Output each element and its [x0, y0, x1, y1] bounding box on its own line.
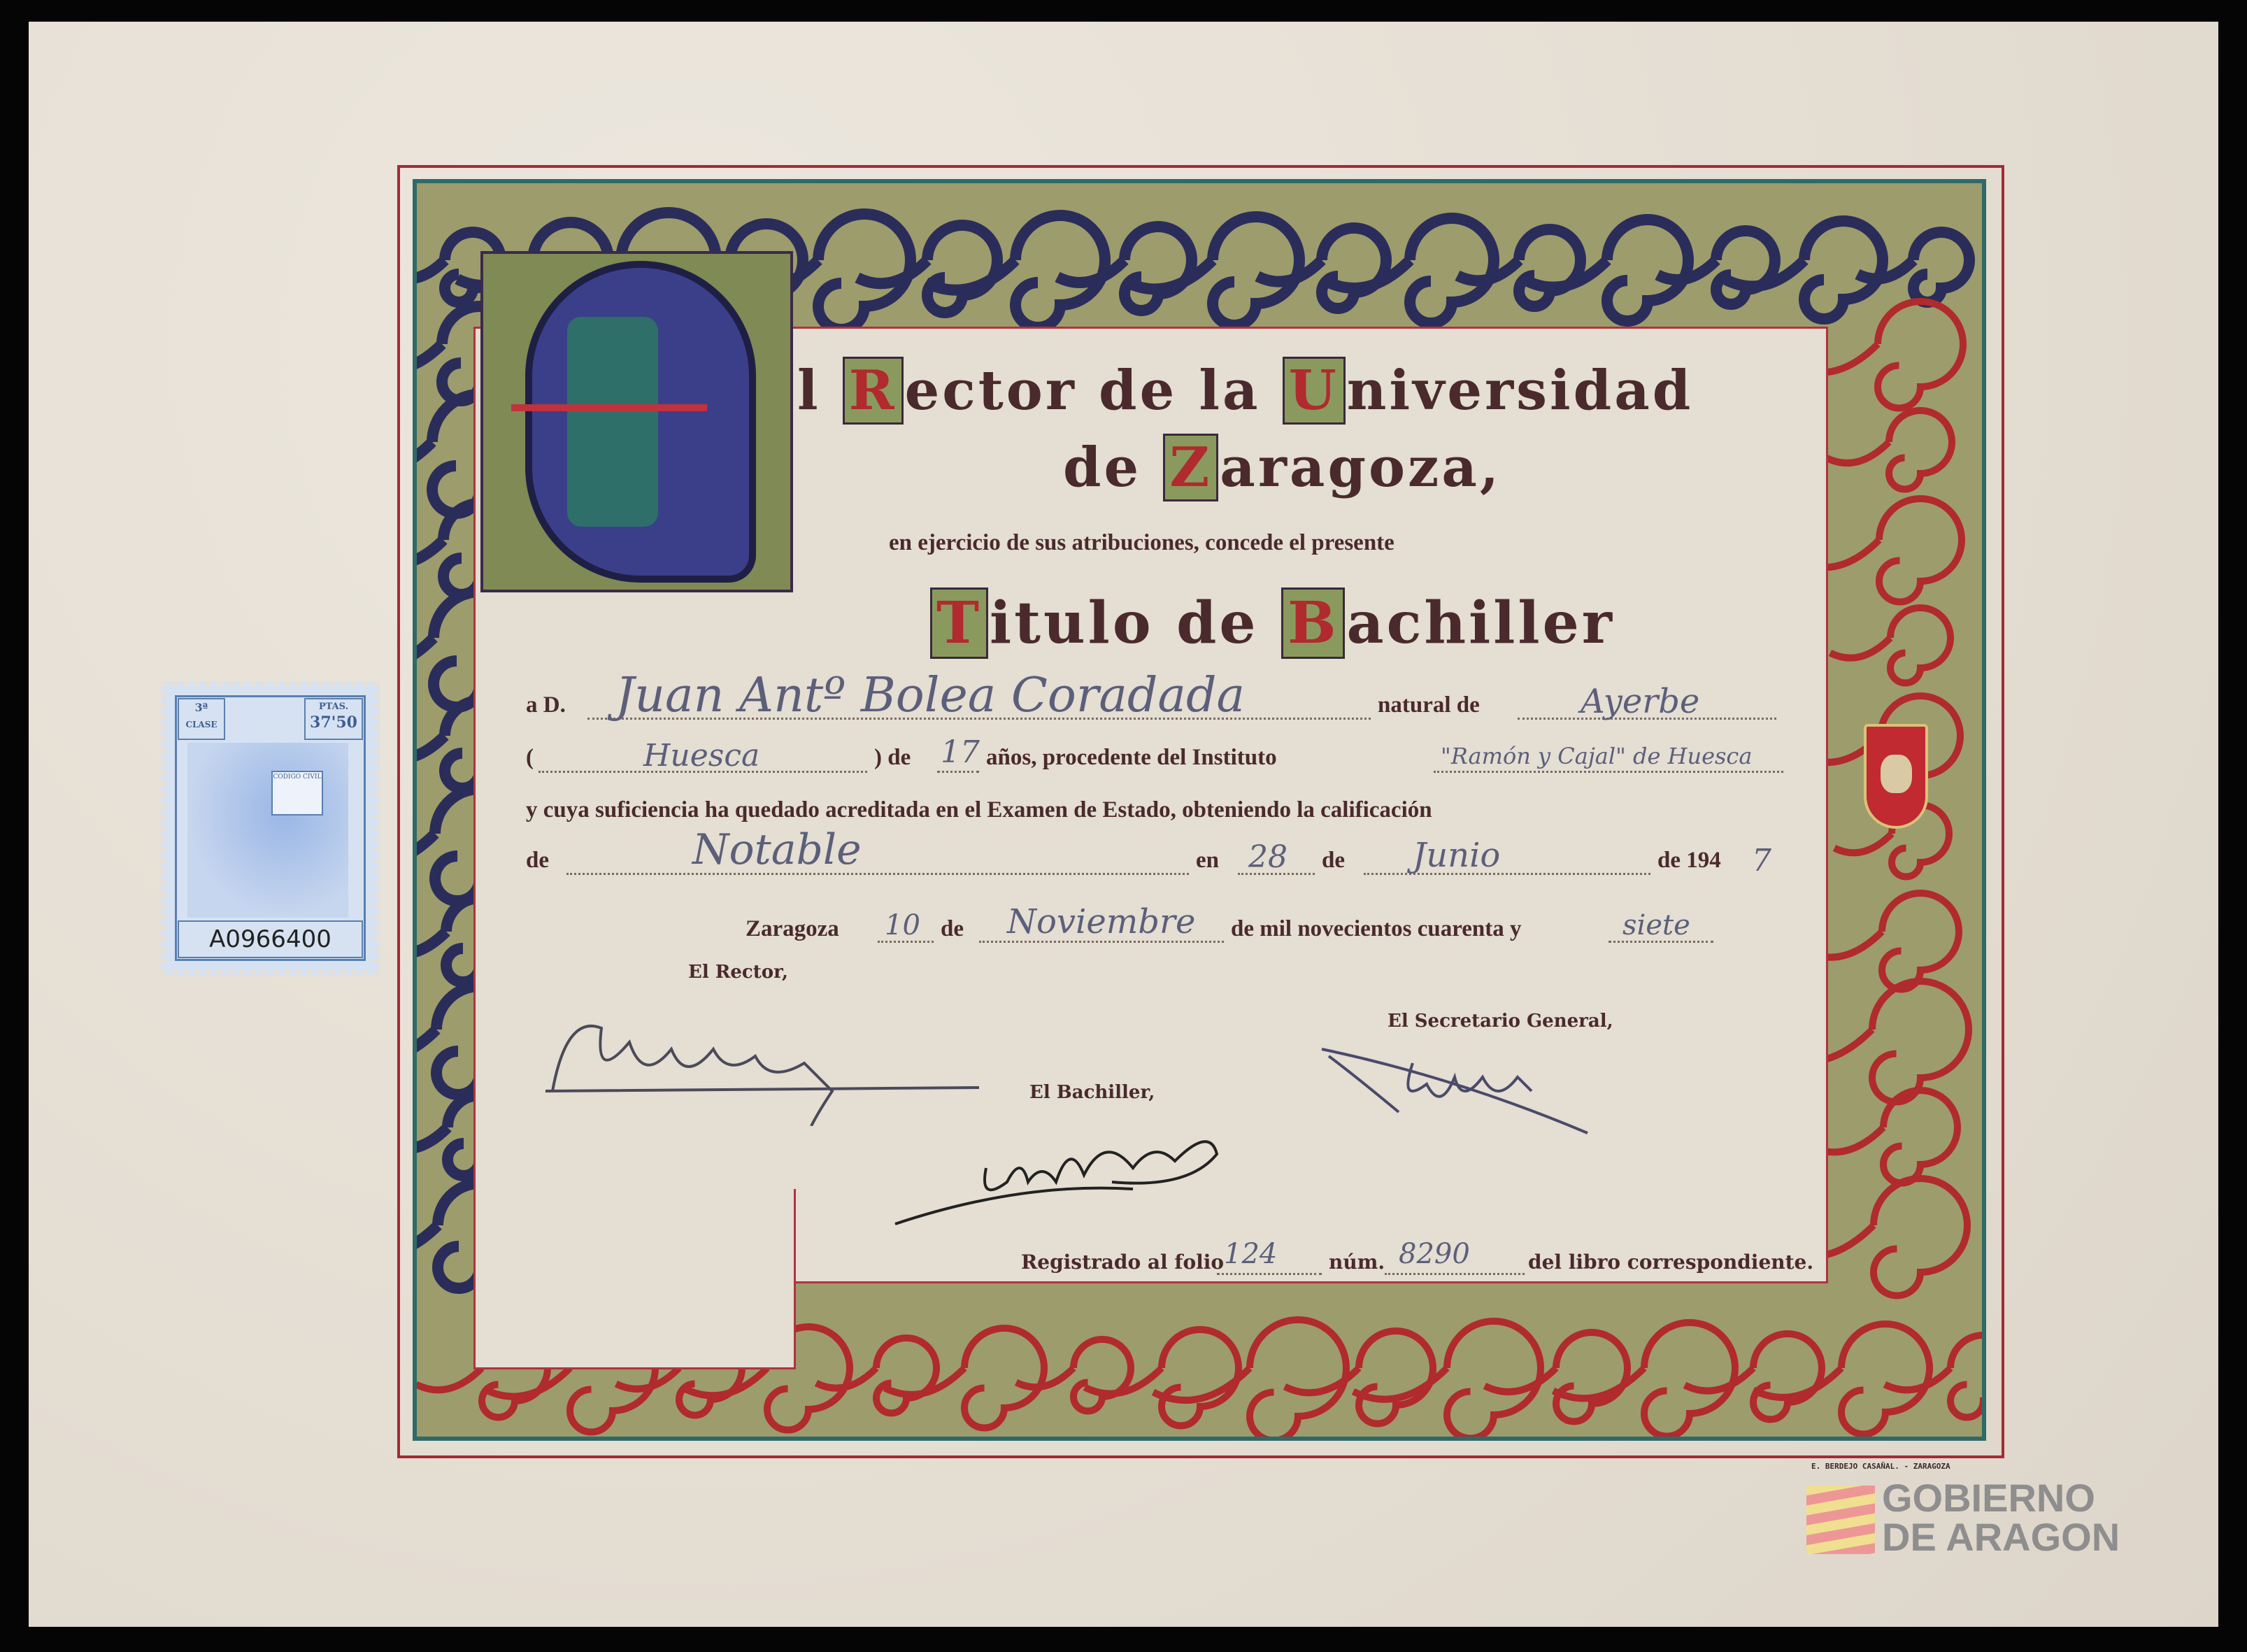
paren-open: ( — [526, 745, 534, 770]
bachiller-signature — [881, 1112, 1259, 1238]
text-panel-fill — [476, 1182, 794, 1287]
label-en: en — [1196, 848, 1219, 873]
printer-imprint: E. BERDEJO CASAÑAL. - ZARAGOZA — [1811, 1462, 1950, 1471]
scroll-ornament — [1085, 1330, 1239, 1426]
issue-day: 10 — [885, 909, 920, 941]
label-de: de — [941, 916, 964, 941]
title-text: de — [1063, 436, 1164, 499]
dotted-line — [1385, 1273, 1525, 1275]
title-text: aragoza, — [1220, 436, 1502, 499]
folio-number: 124 — [1224, 1238, 1278, 1270]
year-digit: 7 — [1752, 843, 1771, 878]
title-text: itulo de — [990, 590, 1282, 657]
initial-inner — [567, 317, 658, 527]
revenue-stamp — [161, 681, 380, 975]
aragon-flag-icon — [1806, 1486, 1875, 1554]
label-natural-de: natural de — [1378, 692, 1480, 718]
illuminated-initial-e — [480, 251, 793, 592]
secretary-signature — [1315, 1035, 1595, 1140]
title-text: achiller — [1346, 590, 1615, 657]
province: Huesca — [643, 738, 760, 774]
dotted-line — [566, 873, 1189, 875]
initial-crossbar — [511, 404, 707, 411]
scroll-ornament — [1809, 1090, 1957, 1183]
cap-r: R — [843, 357, 904, 425]
secretary-label: El Secretario General, — [1388, 1011, 1613, 1032]
scroll-ornament — [1685, 1334, 1822, 1419]
cap-t: T — [930, 588, 988, 659]
exam-day: 28 — [1248, 839, 1287, 875]
dotted-line — [1364, 873, 1650, 875]
dotted-line — [937, 771, 979, 773]
scroll-ornament — [885, 1328, 1044, 1428]
stamp-class-num: 3ª — [194, 701, 208, 714]
cap-z: Z — [1163, 434, 1218, 501]
label-de: ) de — [874, 745, 911, 770]
num-label: núm. — [1329, 1251, 1385, 1274]
stamp-value — [304, 698, 363, 740]
registry-number: 8290 — [1399, 1238, 1470, 1270]
degree-title — [930, 588, 1615, 659]
stamp-class — [178, 698, 225, 740]
watermark-line-1: GOBIERNO — [1882, 1476, 2095, 1520]
scroll-ornament — [1885, 1335, 1986, 1418]
scroll-ornament — [1826, 411, 1952, 490]
stamp-serial: A0966400 — [178, 920, 363, 958]
rector-signature — [538, 986, 1000, 1126]
scroll-ornament — [1830, 608, 1950, 683]
shield-lion — [1881, 755, 1912, 793]
label-anos-instituto: años, procedente del Instituto — [986, 745, 1277, 770]
bachiller-label: El Bachiller, — [1029, 1082, 1155, 1103]
label-de: de — [526, 848, 549, 873]
scroll-ornament — [1285, 1331, 1433, 1424]
age: 17 — [941, 734, 980, 770]
cap-b: B — [1281, 588, 1345, 659]
coat-of-arms-shield — [1864, 724, 1928, 829]
scroll-ornament — [1805, 893, 1959, 989]
title-line-2 — [1063, 434, 1501, 501]
registry-suffix: del libro correspondiente. — [1528, 1251, 1814, 1274]
issue-month: Noviembre — [1007, 902, 1196, 941]
stamp-amount: 37'50 — [310, 713, 357, 732]
registry-label: Registrado al folio — [1021, 1251, 1225, 1274]
title-text: l — [797, 359, 843, 422]
rector-label: El Rector, — [688, 962, 788, 983]
dotted-line — [1434, 771, 1783, 773]
sufficiency-text: y cuya suficiencia ha quedado acreditada en el Examen de Estado, obteniendo la calificación — [526, 797, 1432, 823]
cap-u: U — [1283, 357, 1346, 425]
title-line-1 — [797, 357, 1693, 425]
label-zaragoza: Zaragoza — [746, 916, 839, 941]
subtitle: en ejercicio de sus atribuciones, concede el presente — [889, 530, 1394, 555]
label-de-year: de 194 — [1657, 848, 1721, 873]
title-text: niversidad — [1346, 359, 1694, 422]
exam-month: Junio — [1413, 836, 1501, 875]
label-de: de — [1322, 848, 1345, 873]
title-text: ector de la — [904, 359, 1283, 422]
watermark-line-2: DE ARAGON — [1882, 1515, 2120, 1559]
label-a-d: a D. — [526, 692, 566, 718]
watermark-text — [1882, 1476, 2120, 1559]
recipient-name: Juan Antº Bolea Coradada — [615, 668, 1246, 723]
stamp-currency: PTAS. — [318, 702, 349, 712]
issue-year-word: siete — [1622, 909, 1690, 941]
stamp-allegory-image — [187, 743, 348, 918]
scroll-ornament — [1485, 1332, 1627, 1422]
scroll-ornament — [1016, 1339, 1131, 1411]
birth-town: Ayerbe — [1581, 682, 1700, 721]
label-year-words: de mil novecientos cuarenta y — [1231, 916, 1522, 941]
grade: Notable — [692, 825, 862, 874]
dotted-line — [1217, 1273, 1322, 1275]
institute-name: "Ramón y Cajal" de Huesca — [1441, 743, 1753, 769]
stamp-class-label: CLASE — [185, 720, 217, 729]
stamp-book-text: CODIGO CIVIL — [271, 771, 323, 816]
